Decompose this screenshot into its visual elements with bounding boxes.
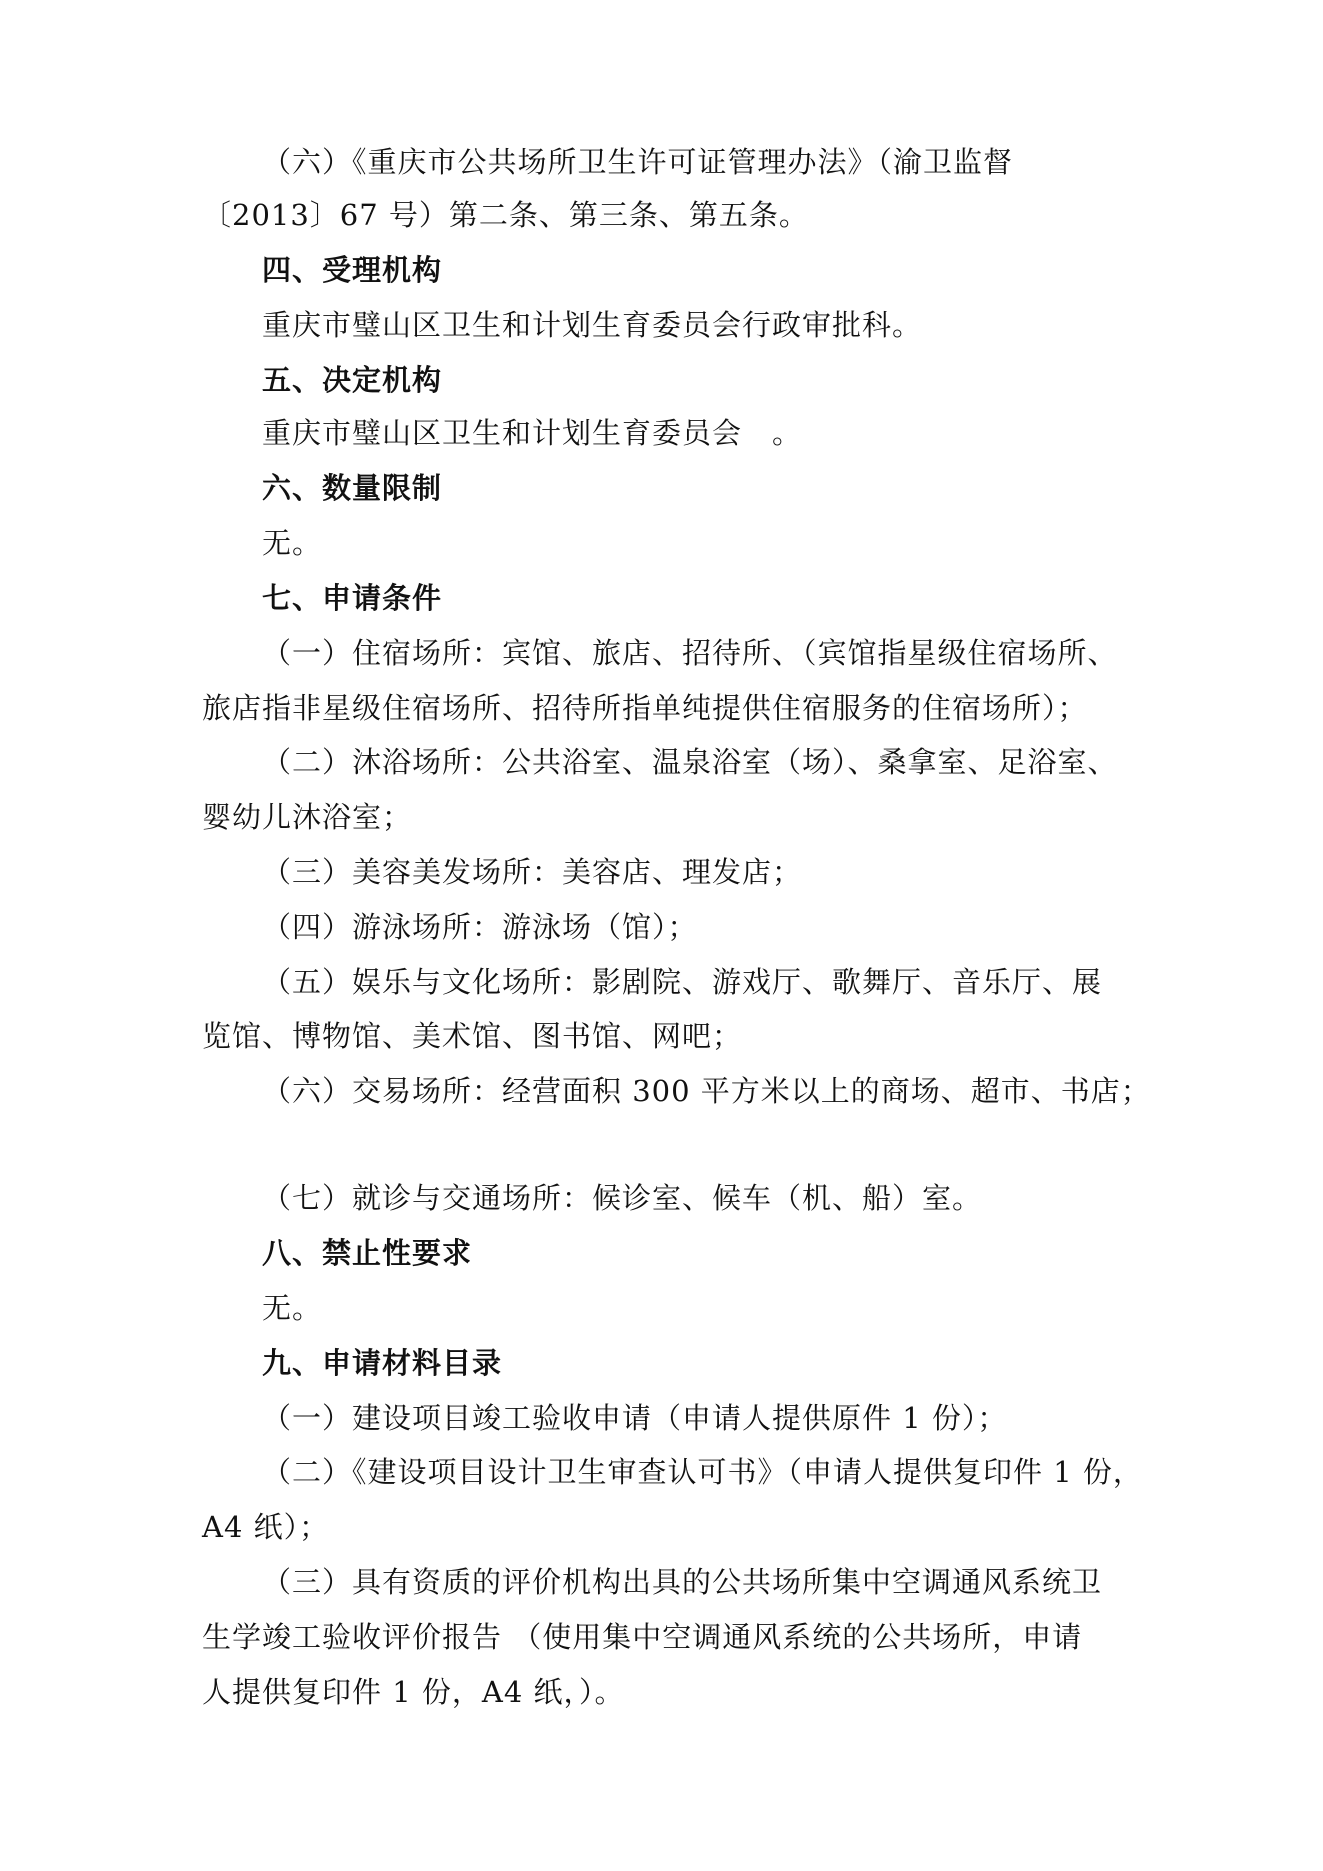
paragraph-line: （七）就诊与交通场所：候诊室、候车（机、船）室。 bbox=[262, 1181, 983, 1215]
paragraph-line: 人提供复印件 1 份，A4 纸，）。 bbox=[202, 1675, 625, 1709]
section-heading: 七、申请条件 bbox=[262, 581, 443, 615]
paragraph-line: 〔2013〕67 号）第二条、第三条、第五条。 bbox=[202, 198, 809, 232]
paragraph-line: （四）游泳场所：游泳场（馆）； bbox=[262, 910, 698, 944]
paragraph-line: 旅店指非星级住宿场所、招待所指单纯提供住宿服务的住宿场所）； bbox=[202, 691, 1088, 725]
section-heading: 八、禁止性要求 bbox=[262, 1236, 473, 1270]
paragraph-line: 无。 bbox=[262, 526, 323, 560]
paragraph-line: （六）《重庆市公共场所卫生许可证管理办法》（渝卫监督 bbox=[262, 145, 1014, 179]
section-heading: 五、决定机构 bbox=[262, 363, 443, 397]
section-heading: 四、受理机构 bbox=[262, 253, 443, 287]
paragraph-line: 无。 bbox=[262, 1291, 323, 1325]
paragraph-line: 重庆市璧山区卫生和计划生育委员会行政审批科。 bbox=[262, 308, 923, 342]
paragraph-line: （五）娱乐与文化场所：影剧院、游戏厅、歌舞厅、音乐厅、展 bbox=[262, 965, 1103, 999]
paragraph-line: 览馆、博物馆、美术馆、图书馆、网吧； bbox=[202, 1019, 743, 1053]
paragraph-line: （一）建设项目竣工验收申请（申请人提供原件 1 份）； bbox=[262, 1401, 1008, 1435]
section-heading: 九、申请材料目录 bbox=[262, 1346, 503, 1380]
paragraph-line: （六）交易场所：经营面积 300 平方米以上的商场、超市、书店； bbox=[262, 1074, 1151, 1108]
section-heading: 六、数量限制 bbox=[262, 471, 443, 505]
paragraph-line: （三）美容美发场所：美容店、理发店； bbox=[262, 855, 803, 889]
paragraph-line: （一）住宿场所：宾馆、旅店、招待所、（宾馆指星级住宿场所、 bbox=[262, 636, 1118, 670]
paragraph-line: 婴幼儿沐浴室； bbox=[202, 800, 413, 834]
paragraph-line: 生学竣工验收评价报告 （使用集中空调通风系统的公共场所，申请 bbox=[202, 1620, 1083, 1654]
paragraph-line: （二）《建设项目设计卫生审查认可书》（申请人提供复印件 1 份， bbox=[262, 1455, 1143, 1489]
paragraph-line: A4 纸）； bbox=[202, 1510, 330, 1544]
paragraph-line: （二）沐浴场所：公共浴室、温泉浴室（场）、桑拿室、足浴室、 bbox=[262, 745, 1118, 779]
paragraph-line: （三）具有资质的评价机构出具的公共场所集中空调通风系统卫 bbox=[262, 1565, 1103, 1599]
paragraph-line: 重庆市璧山区卫生和计划生育委员会 。 bbox=[262, 416, 803, 450]
